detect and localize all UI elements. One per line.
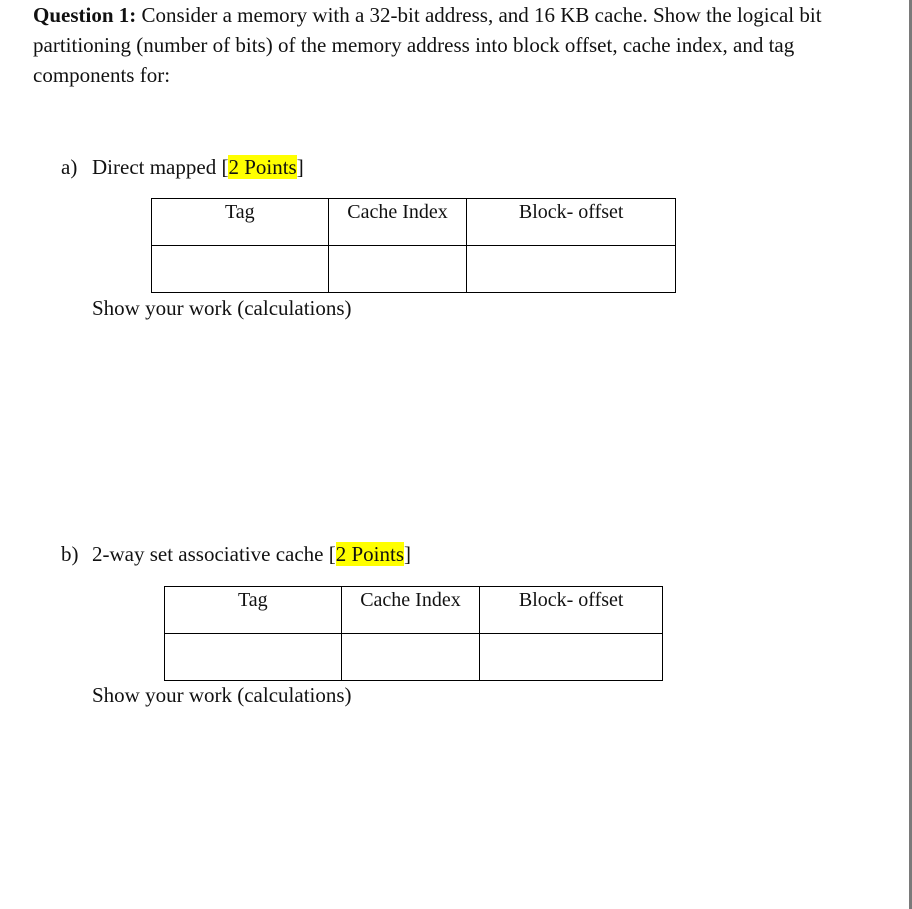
question-label: Question 1: bbox=[33, 3, 137, 27]
part-a-title: Direct mapped bbox=[92, 155, 217, 179]
block-offset-answer-cell[interactable] bbox=[467, 246, 676, 293]
table-answer-row bbox=[152, 246, 676, 293]
part-a-work-prompt: Show your work (calculations) bbox=[92, 296, 352, 320]
tag-header: Tag bbox=[152, 199, 329, 246]
tag-answer-cell[interactable] bbox=[165, 634, 342, 681]
part-a-letter: a) bbox=[61, 155, 78, 179]
question-text bbox=[33, 0, 883, 90]
question-body: Consider a memory with a 32-bit address, and 16 KB cache. Show the logical bit partitioning (number of bits) of the memory address into block offset, cache index, and tag components for: bbox=[33, 3, 822, 87]
part-a-heading: a) Direct mapped [2 Points] bbox=[61, 155, 304, 179]
tag-answer-cell[interactable] bbox=[152, 246, 329, 293]
part-b-letter: b) bbox=[61, 542, 79, 566]
cache-index-header: Cache Index bbox=[328, 199, 467, 246]
block-offset-header: Block- offset bbox=[480, 587, 663, 634]
table-answer-row bbox=[165, 634, 663, 681]
tag-header: Tag bbox=[165, 587, 342, 634]
cache-index-answer-cell[interactable] bbox=[328, 246, 467, 293]
cache-index-header: Cache Index bbox=[341, 587, 480, 634]
part-b-points: 2 Points bbox=[335, 542, 405, 566]
block-offset-header: Block- offset bbox=[467, 199, 676, 246]
table-header-row bbox=[152, 199, 676, 246]
part-a-bit-table bbox=[151, 198, 676, 293]
part-b-heading: b) 2-way set associative cache [2 Points] bbox=[61, 542, 412, 566]
table-header-row bbox=[165, 587, 663, 634]
part-b-bit-table bbox=[164, 586, 663, 681]
cache-index-answer-cell[interactable] bbox=[341, 634, 480, 681]
part-a-points: 2 Points bbox=[228, 155, 297, 179]
part-b-title: 2-way set associative cache bbox=[92, 542, 324, 566]
part-b-work-prompt: Show your work (calculations) bbox=[92, 683, 352, 707]
block-offset-answer-cell[interactable] bbox=[480, 634, 663, 681]
